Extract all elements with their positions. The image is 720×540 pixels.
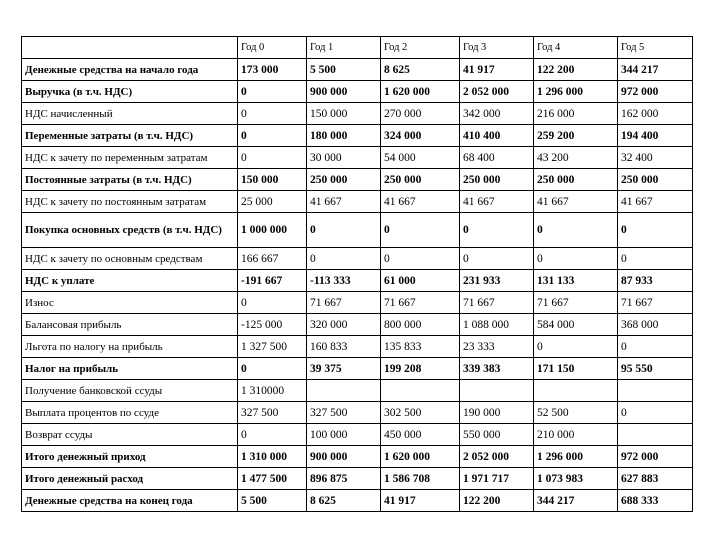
table-row [22, 402, 693, 424]
value-cell-year-3 [460, 380, 534, 402]
row-label: Покупка основных средств (в т.ч. НДС) [22, 213, 238, 248]
row-label: Итого денежный расход [22, 468, 238, 490]
value-cell-year-2: 8 625 [381, 59, 460, 81]
value-cell-year-1: 900 000 [307, 81, 381, 103]
value-cell-year-5: 194 400 [618, 125, 693, 147]
row-label: Выручка (в т.ч. НДС) [22, 81, 238, 103]
value-cell-year-0: 0 [238, 358, 307, 380]
value-cell-year-1: 71 667 [307, 292, 381, 314]
value-cell-year-0: 173 000 [238, 59, 307, 81]
value-cell-year-1: 5 500 [307, 59, 381, 81]
row-label: Налог на прибыль [22, 358, 238, 380]
row-label: Балансовая прибыль [22, 314, 238, 336]
row-label: Денежные средства на начало года [22, 59, 238, 81]
value-cell-year-0: -125 000 [238, 314, 307, 336]
value-cell-year-1: 320 000 [307, 314, 381, 336]
value-cell-year-4: 1 296 000 [534, 81, 618, 103]
header-year-2: Год 2 [381, 37, 460, 59]
value-cell-year-0: 1 477 500 [238, 468, 307, 490]
table-row [22, 191, 693, 213]
table-row [22, 424, 693, 446]
row-label: НДС начисленный [22, 103, 238, 125]
value-cell-year-0: 1 000 000 [238, 213, 307, 248]
table-row [22, 380, 693, 402]
value-cell-year-0: -191 667 [238, 270, 307, 292]
value-cell-year-2: 450 000 [381, 424, 460, 446]
value-cell-year-5: 71 667 [618, 292, 693, 314]
cash-flow-table [21, 36, 693, 512]
value-cell-year-2: 135 833 [381, 336, 460, 358]
value-cell-year-5: 0 [618, 402, 693, 424]
value-cell-year-1: 39 375 [307, 358, 381, 380]
value-cell-year-2: 0 [381, 248, 460, 270]
row-label: Переменные затраты (в т.ч. НДС) [22, 125, 238, 147]
value-cell-year-5: 95 550 [618, 358, 693, 380]
value-cell-year-0: 1 310 000 [238, 446, 307, 468]
value-cell-year-4: 0 [534, 336, 618, 358]
table-row [22, 59, 693, 81]
table-row [22, 103, 693, 125]
value-cell-year-1: -113 333 [307, 270, 381, 292]
header-year-3: Год 3 [460, 37, 534, 59]
table-body [22, 59, 693, 512]
value-cell-year-4: 41 667 [534, 191, 618, 213]
value-cell-year-1: 180 000 [307, 125, 381, 147]
value-cell-year-0: 1 310000 [238, 380, 307, 402]
value-cell-year-3: 0 [460, 213, 534, 248]
value-cell-year-0: 0 [238, 81, 307, 103]
value-cell-year-0: 0 [238, 147, 307, 169]
value-cell-year-1: 0 [307, 248, 381, 270]
value-cell-year-3: 23 333 [460, 336, 534, 358]
value-cell-year-0: 327 500 [238, 402, 307, 424]
value-cell-year-5 [618, 380, 693, 402]
value-cell-year-4: 52 500 [534, 402, 618, 424]
value-cell-year-0: 25 000 [238, 191, 307, 213]
value-cell-year-2: 0 [381, 213, 460, 248]
value-cell-year-2: 54 000 [381, 147, 460, 169]
row-label: Постоянные затраты (в т.ч. НДС) [22, 169, 238, 191]
value-cell-year-2: 41 667 [381, 191, 460, 213]
value-cell-year-2: 324 000 [381, 125, 460, 147]
value-cell-year-0: 0 [238, 424, 307, 446]
value-cell-year-1: 150 000 [307, 103, 381, 125]
value-cell-year-4: 122 200 [534, 59, 618, 81]
value-cell-year-5: 250 000 [618, 169, 693, 191]
value-cell-year-2: 71 667 [381, 292, 460, 314]
value-cell-year-4: 0 [534, 248, 618, 270]
value-cell-year-3: 190 000 [460, 402, 534, 424]
value-cell-year-1: 900 000 [307, 446, 381, 468]
table-row [22, 446, 693, 468]
value-cell-year-1: 896 875 [307, 468, 381, 490]
value-cell-year-2: 199 208 [381, 358, 460, 380]
header-year-4: Год 4 [534, 37, 618, 59]
row-label: НДС к зачету по основным средствам [22, 248, 238, 270]
table-row [22, 490, 693, 512]
value-cell-year-2 [381, 380, 460, 402]
table-row [22, 213, 693, 248]
header-row [22, 37, 693, 59]
value-cell-year-0: 0 [238, 103, 307, 125]
header-corner [22, 37, 238, 59]
value-cell-year-2: 800 000 [381, 314, 460, 336]
row-label: Возврат ссуды [22, 424, 238, 446]
value-cell-year-3: 550 000 [460, 424, 534, 446]
value-cell-year-0: 150 000 [238, 169, 307, 191]
value-cell-year-3: 0 [460, 248, 534, 270]
value-cell-year-3: 41 917 [460, 59, 534, 81]
value-cell-year-1: 8 625 [307, 490, 381, 512]
row-label: НДС к уплате [22, 270, 238, 292]
table-row [22, 314, 693, 336]
value-cell-year-4: 344 217 [534, 490, 618, 512]
value-cell-year-1: 250 000 [307, 169, 381, 191]
value-cell-year-5: 627 883 [618, 468, 693, 490]
value-cell-year-4: 1 073 983 [534, 468, 618, 490]
table-row [22, 358, 693, 380]
value-cell-year-3: 71 667 [460, 292, 534, 314]
value-cell-year-2: 250 000 [381, 169, 460, 191]
value-cell-year-2: 270 000 [381, 103, 460, 125]
value-cell-year-5: 344 217 [618, 59, 693, 81]
value-cell-year-4: 250 000 [534, 169, 618, 191]
table-row [22, 292, 693, 314]
value-cell-year-5: 972 000 [618, 446, 693, 468]
table-row [22, 336, 693, 358]
value-cell-year-0: 0 [238, 125, 307, 147]
value-cell-year-3: 410 400 [460, 125, 534, 147]
value-cell-year-4: 71 667 [534, 292, 618, 314]
value-cell-year-0: 5 500 [238, 490, 307, 512]
value-cell-year-1: 327 500 [307, 402, 381, 424]
value-cell-year-3: 2 052 000 [460, 81, 534, 103]
value-cell-year-5: 368 000 [618, 314, 693, 336]
row-label: Денежные средства на конец года [22, 490, 238, 512]
row-label: Итого денежный приход [22, 446, 238, 468]
table-row [22, 248, 693, 270]
table-row [22, 147, 693, 169]
value-cell-year-4: 210 000 [534, 424, 618, 446]
table-row [22, 270, 693, 292]
row-label: НДС к зачету по постоянным затратам [22, 191, 238, 213]
row-label: НДС к зачету по переменным затратам [22, 147, 238, 169]
table-row [22, 169, 693, 191]
value-cell-year-3: 342 000 [460, 103, 534, 125]
value-cell-year-3: 231 933 [460, 270, 534, 292]
table-row [22, 468, 693, 490]
value-cell-year-1: 30 000 [307, 147, 381, 169]
value-cell-year-4: 1 296 000 [534, 446, 618, 468]
value-cell-year-2: 41 917 [381, 490, 460, 512]
header-year-1: Год 1 [307, 37, 381, 59]
value-cell-year-1: 160 833 [307, 336, 381, 358]
header-year-5: Год 5 [618, 37, 693, 59]
value-cell-year-5: 87 933 [618, 270, 693, 292]
value-cell-year-3: 122 200 [460, 490, 534, 512]
row-label: Льгота по налогу на прибыль [22, 336, 238, 358]
value-cell-year-3: 250 000 [460, 169, 534, 191]
value-cell-year-5: 972 000 [618, 81, 693, 103]
value-cell-year-4: 131 133 [534, 270, 618, 292]
value-cell-year-4 [534, 380, 618, 402]
table-row [22, 81, 693, 103]
value-cell-year-3: 1 088 000 [460, 314, 534, 336]
value-cell-year-5: 0 [618, 248, 693, 270]
value-cell-year-5: 32 400 [618, 147, 693, 169]
value-cell-year-5 [618, 424, 693, 446]
value-cell-year-2: 1 620 000 [381, 81, 460, 103]
value-cell-year-3: 1 971 717 [460, 468, 534, 490]
row-label: Получение банковской ссуды [22, 380, 238, 402]
value-cell-year-2: 1 586 708 [381, 468, 460, 490]
value-cell-year-2: 302 500 [381, 402, 460, 424]
value-cell-year-1: 41 667 [307, 191, 381, 213]
value-cell-year-1 [307, 380, 381, 402]
value-cell-year-3: 339 383 [460, 358, 534, 380]
value-cell-year-0: 1 327 500 [238, 336, 307, 358]
value-cell-year-3: 2 052 000 [460, 446, 534, 468]
value-cell-year-4: 216 000 [534, 103, 618, 125]
value-cell-year-0: 166 667 [238, 248, 307, 270]
row-label: Выплата процентов по ссуде [22, 402, 238, 424]
value-cell-year-5: 0 [618, 213, 693, 248]
value-cell-year-3: 41 667 [460, 191, 534, 213]
value-cell-year-0: 0 [238, 292, 307, 314]
value-cell-year-1: 100 000 [307, 424, 381, 446]
value-cell-year-4: 0 [534, 213, 618, 248]
value-cell-year-4: 171 150 [534, 358, 618, 380]
value-cell-year-5: 0 [618, 336, 693, 358]
value-cell-year-4: 259 200 [534, 125, 618, 147]
header-year-0: Год 0 [238, 37, 307, 59]
value-cell-year-2: 1 620 000 [381, 446, 460, 468]
value-cell-year-5: 41 667 [618, 191, 693, 213]
row-label: Износ [22, 292, 238, 314]
value-cell-year-1: 0 [307, 213, 381, 248]
value-cell-year-3: 68 400 [460, 147, 534, 169]
value-cell-year-4: 43 200 [534, 147, 618, 169]
value-cell-year-4: 584 000 [534, 314, 618, 336]
value-cell-year-5: 162 000 [618, 103, 693, 125]
value-cell-year-5: 688 333 [618, 490, 693, 512]
table-row [22, 125, 693, 147]
value-cell-year-2: 61 000 [381, 270, 460, 292]
